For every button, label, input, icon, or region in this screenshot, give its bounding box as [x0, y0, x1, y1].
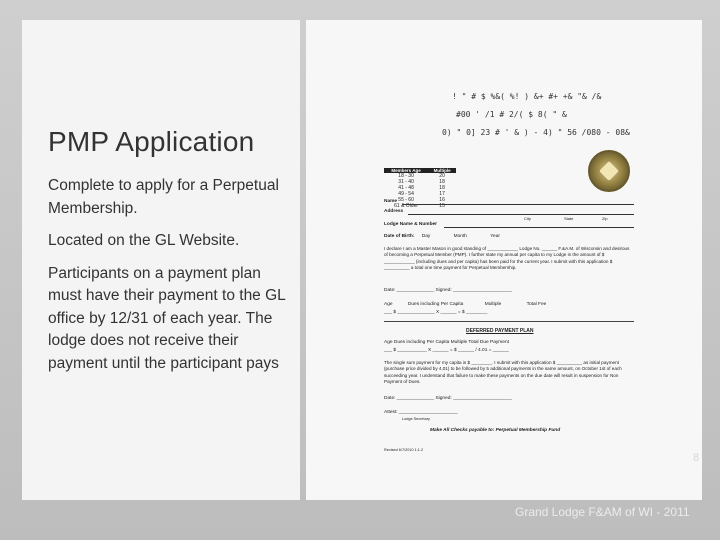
address-sub-zip: Zip: [602, 216, 608, 221]
deferred-header: Age Dues including Per Capita Multiple Total Due Payment: [384, 340, 509, 345]
table-cell: 61 & Older: [394, 203, 419, 209]
secretary-label: Lodge Secretary: [402, 417, 430, 421]
table-header: Members Age: [384, 168, 428, 173]
table-cell: 18: [439, 179, 445, 185]
address-field: [384, 209, 634, 215]
address-sub-state: State: [564, 216, 574, 221]
slide-footer: Grand Lodge F&AM of WI - 2011: [515, 505, 690, 519]
table-cell: 49 - 54: [398, 191, 414, 197]
table-cell: 18: [439, 185, 445, 191]
table-cell: 41 - 48: [398, 185, 414, 191]
address-sub-city: City: [524, 216, 531, 221]
lump-sum-formula: ___ $ ______________ X ______ = $ ________: [384, 310, 488, 315]
field-label: Address: [384, 209, 404, 214]
lump-sum-header: [384, 302, 546, 307]
lodge-field: [384, 222, 634, 228]
dob-year: Year: [490, 234, 500, 239]
form-header-line: #00 ' /1 # 2/( $ 8( " &: [456, 110, 567, 119]
col-age: Age: [384, 302, 393, 307]
table-header: Multiple: [428, 168, 456, 173]
table-cell: 17: [439, 191, 445, 197]
date-signed-line-2: Date: ______________ Signed: ______________________: [384, 396, 512, 401]
table-cell: 15: [439, 203, 445, 209]
date-signed-line: Date: ______________ Signed: ______________________: [384, 288, 512, 293]
dob-field: [384, 234, 500, 239]
slide-body: [48, 175, 288, 385]
col-dues: Dues including Per Capita: [407, 302, 464, 307]
revised-note: Revised 6/7/2010 1:1.2: [384, 448, 424, 452]
grand-lodge-seal-icon: [588, 150, 630, 192]
col-multiple: Multiple: [484, 302, 502, 307]
slide-title: PMP Application: [48, 126, 255, 157]
deferred-text: The single sum payment for my capita is $ ________. I submit with this application $ __________ as initial payment (purchase price divided by 4.01) to be followed by 5 additional payments in the same amount, on October 1st of each succeeding year. I understand that failure to make these payments on the due date will result in suspension for Non Payment of Dues.: [384, 360, 622, 385]
table-cell: 20: [439, 173, 445, 179]
deferred-formula: ___ $ ___________ X ______ = $ ______ / 4.01 = ______: [384, 348, 509, 353]
dob-month: Month: [453, 234, 467, 239]
declaration-text: I declare I am a Master Mason in good standing of ____________ Lodge No. ______ F.&A.M. of Wisconsin and desirous of becoming a Perpetual Member (PMP). I further state my annual per capita to my Lodge in the amount of $ ____________ (including dues and per capita) has been paid for the current year. I submit with this application $ __________ a total one time payment for Perpetual Membership.: [384, 246, 630, 271]
table-cell: 16: [439, 197, 445, 203]
table-cell: 31 - 40: [398, 179, 414, 185]
form-header-line: 0) " 0] 23 # ' & ) - 4) " 56 /080 - 08&: [442, 128, 630, 137]
body-paragraph: Participants on a payment plan must have their payment to the GL office by 12/31 of each year. The lodge does not receive their payment until the participant pays: [48, 264, 286, 372]
field-label: Date of Birth:: [384, 234, 415, 239]
table-cell: 55 - 60: [398, 197, 414, 203]
deferred-title: DEFERRED PAYMENT PLAN: [466, 328, 534, 334]
field-label: Name: [384, 199, 398, 204]
body-paragraph: Complete to apply for a Perpetual Membership.: [48, 177, 279, 217]
name-field: [384, 199, 634, 205]
field-label: Lodge Name & Number: [384, 222, 438, 227]
checks-payable: Make All Checks payable to: Perpetual Membership Fund: [430, 428, 561, 433]
page-number: 8: [693, 452, 700, 464]
col-total-fee: Total Fee: [526, 302, 547, 307]
attest-line: Attest: ______________________: [384, 410, 458, 415]
table-cell: 18 - 30: [398, 173, 414, 179]
pmp-application-form: [356, 92, 636, 472]
dob-day: Day: [421, 234, 431, 239]
divider: [384, 321, 634, 322]
body-paragraph: Located on the GL Website.: [48, 232, 240, 249]
form-header-line: ! " # $ %&( %! ) &+ #+ +& "& /&: [452, 92, 602, 101]
